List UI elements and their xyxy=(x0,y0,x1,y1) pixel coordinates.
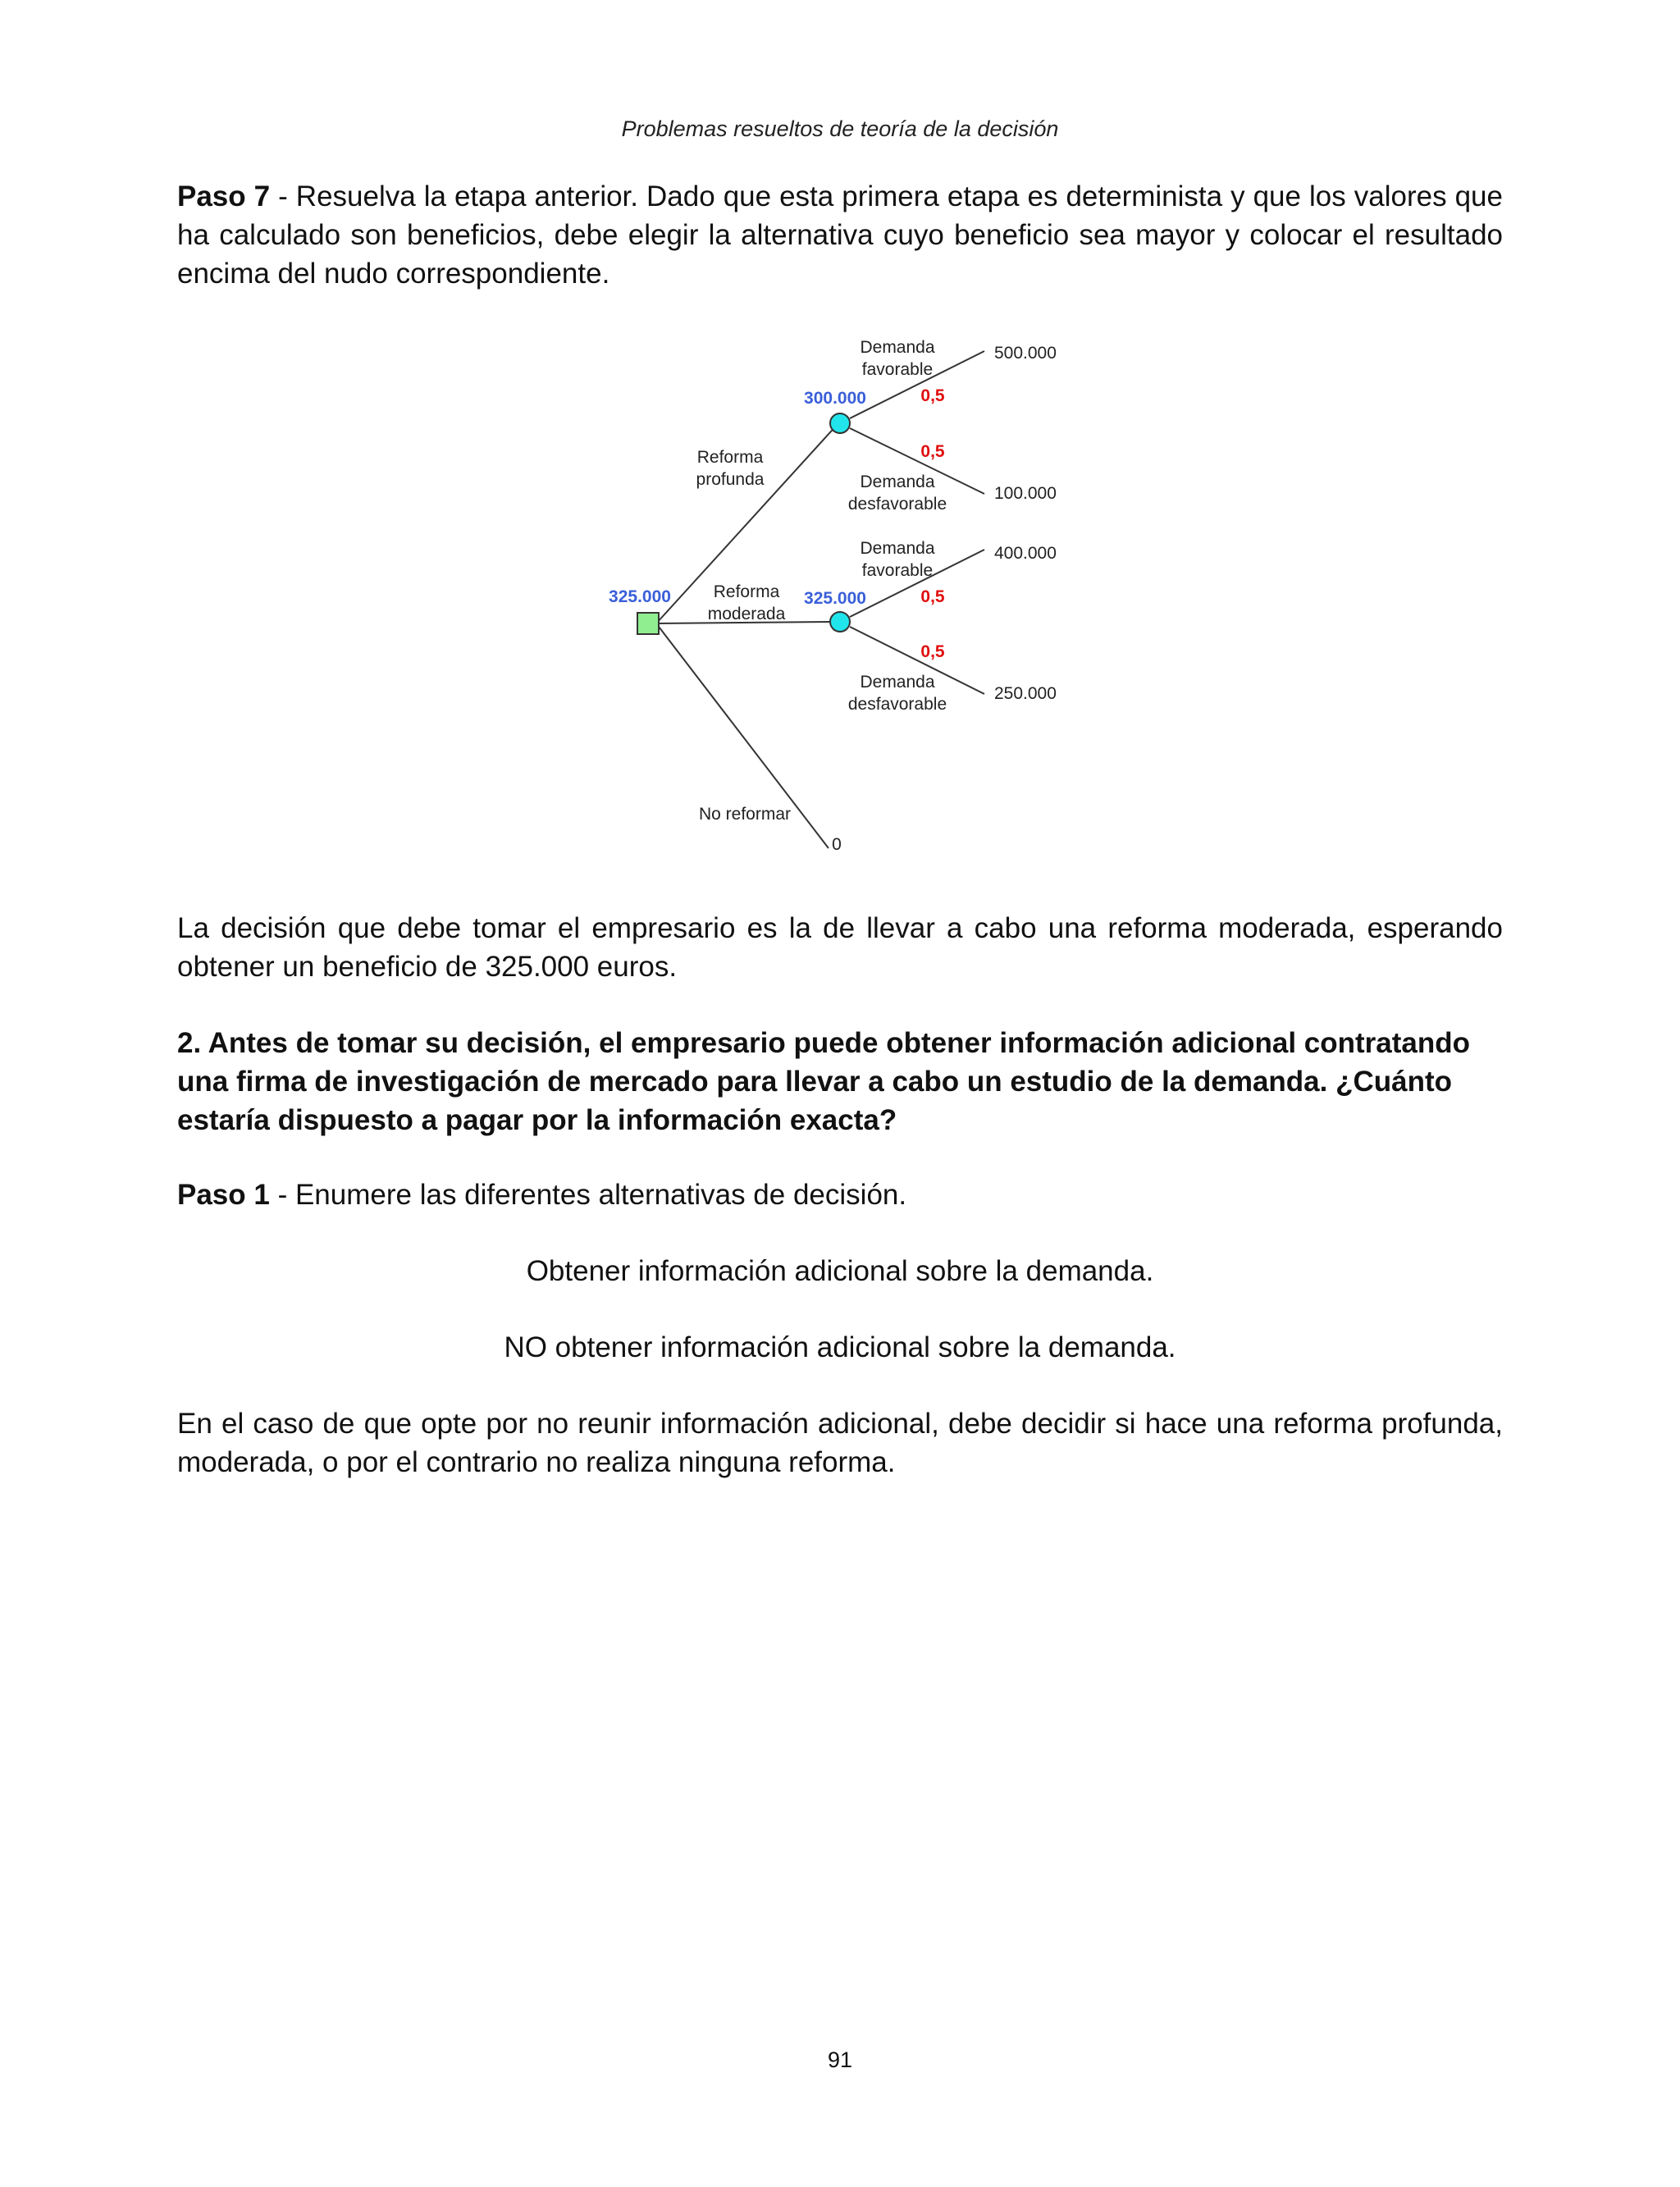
branch-label-moderada-2: moderada xyxy=(707,605,786,623)
page-number: 91 xyxy=(827,2048,853,2072)
payoff-profunda-desfavorable: 100.000 xyxy=(994,484,1057,503)
paso-7-text: - Resuelva la etapa anterior. Dado que esta primera etapa es determinista y que los valores que ha calculado son beneficios, debe elegir la alternativa cuyo beneficio sea mayor y colocar el resultado encima del nudo correspondiente. xyxy=(177,180,1503,290)
paso-1-paragraph xyxy=(177,1176,1503,1214)
root-value: 325.000 xyxy=(609,587,671,606)
probability-moderada-desfavorable: 0,5 xyxy=(920,642,945,661)
probability-profunda-desfavorable: 0,5 xyxy=(920,442,945,461)
paso-7-label: Paso 7 xyxy=(177,180,271,212)
outcome-label-moderada-desf-1: Demanda xyxy=(860,673,935,692)
payoff-no-reformar: 0 xyxy=(832,835,842,854)
alternative-item: NO obtener información adicional sobre la demanda. xyxy=(504,1331,1176,1363)
page-header: Problemas resueltos de teoría de la decisión xyxy=(621,116,1059,141)
branch-label-moderada-1: Reforma xyxy=(713,582,780,601)
probability-moderada-favorable: 0,5 xyxy=(920,587,945,606)
branch-label-profunda-1: Reforma xyxy=(696,448,764,467)
chance-node-moderada xyxy=(830,612,850,632)
paso-1-text: - Enumere las diferentes alternativas de decisión. xyxy=(269,1179,907,1211)
paso-1-label: Paso 1 xyxy=(177,1179,270,1211)
payoff-moderada-desfavorable: 250.000 xyxy=(994,684,1057,703)
chance-node-profunda xyxy=(830,413,850,433)
node-value-profunda: 300.000 xyxy=(804,389,866,408)
payoff-profunda-favorable: 500.000 xyxy=(994,344,1057,363)
payoff-moderada-favorable: 400.000 xyxy=(994,544,1057,563)
branch-label-no-reformar: No reformar xyxy=(698,805,792,824)
decision-node xyxy=(637,613,659,634)
alternative-item: Obtener información adicional sobre la demanda. xyxy=(526,1255,1154,1287)
outcome-label-moderada-fav-1: Demanda xyxy=(860,539,935,558)
branch-label-profunda-2: profunda xyxy=(696,470,765,489)
outcome-label-profunda-fav-2: favorable xyxy=(861,360,934,379)
outcome-label-moderada-fav-2: favorable xyxy=(861,561,934,580)
node-value-moderada: 325.000 xyxy=(804,589,866,608)
decision-paragraph: La decisión que debe tomar el empresario es la de llevar a cabo una reforma moderada, esperando obtener un beneficio de 325.000 euros. xyxy=(177,912,1503,983)
probability-profunda-favorable: 0,5 xyxy=(920,386,945,405)
outcome-label-profunda-desf-2: desfavorable xyxy=(847,495,947,514)
branch-line-moderada-favorable xyxy=(850,550,984,617)
closing-paragraph: En el caso de que opte por no reunir información adicional, debe decidir si hace una reforma profunda, moderada, o por el contrario no realiza ninguna reforma. xyxy=(177,1408,1503,1478)
decision-tree-diagram xyxy=(0,0,1680,870)
outcome-label-moderada-desf-2: desfavorable xyxy=(847,695,947,714)
question-2: 2. Antes de tomar su decisión, el empresario puede obtener información adicional contratando una firma de investigación de mercado para llevar a cabo un estudio de la demanda. ¿Cuánto estaría dispuesto a pagar por la información exacta? xyxy=(177,1027,1470,1136)
outcome-label-profunda-fav-1: Demanda xyxy=(860,338,935,357)
outcome-label-profunda-desf-1: Demanda xyxy=(860,473,935,491)
